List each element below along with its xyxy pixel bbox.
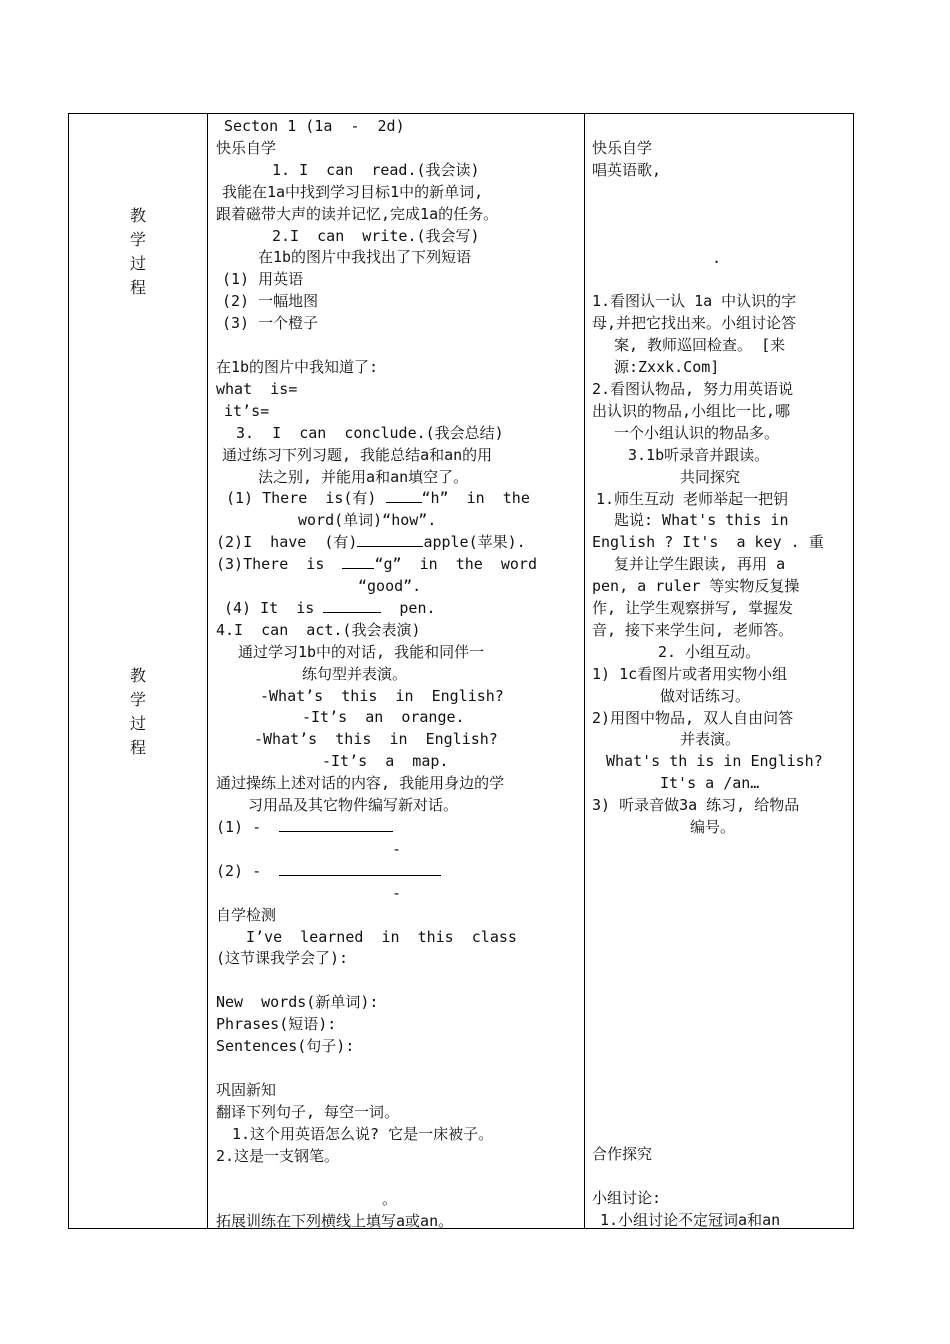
conclude-desc: 法之别, 并能用a和an填空了。 [258, 467, 469, 486]
step-text: What's th is in English? [606, 752, 823, 771]
self-study-heading: 快乐自学 [216, 138, 277, 157]
exercise-3-cont: “good”. [358, 577, 422, 596]
section-title: Secton 1 (1a - 2d) [224, 117, 405, 135]
act-desc: 练句型并表演。 [302, 664, 408, 683]
know-desc: 在1b的图片中我知道了: [216, 357, 379, 376]
column-divider-1 [207, 114, 208, 1228]
student-activities-column [216, 116, 581, 1233]
step-text: 匙说: What's this in [614, 511, 789, 530]
step-text: 1.小组讨论不定冠词a和an [600, 1210, 781, 1229]
self-check-heading: 自学检测 [216, 905, 277, 924]
teacher-activities-bottom [592, 1144, 847, 1232]
phrase-item: (1) 用英语 [222, 270, 304, 289]
step-text: 做对话练习。 [660, 686, 751, 705]
new-words-label: New words(新单词): [216, 993, 379, 1012]
left-label-top: 教 学 过 程 [129, 206, 146, 297]
translate-item: 2.这是一支钢笔。 [216, 1146, 340, 1165]
dialog-line: -What’s this in English? [254, 730, 498, 749]
coop-heading: 合作探究 [592, 1145, 653, 1163]
column-divider-2 [584, 114, 585, 1228]
fill-blank [279, 831, 393, 832]
dialog-line: -It’s an orange. [302, 708, 465, 727]
step-text: 源:Zxxk.Com] [614, 358, 720, 377]
read-desc: 我能在1a中找到学习目标1中的新单词, [222, 182, 484, 201]
discuss-heading: 小组讨论: [592, 1188, 662, 1207]
translate-desc: 翻译下列句子, 每空一词。 [216, 1102, 400, 1121]
step-text: 作, 让学生观察拼写, 掌握发 [592, 599, 794, 618]
step-text: 编号。 [690, 818, 736, 837]
conclude-heading: 3. I can conclude.(我会总结) [236, 423, 504, 442]
phrases-label: Phrases(短语): [216, 1015, 337, 1034]
period-mark: 。 [382, 1190, 398, 1209]
step-text: 2.看图认物品, 努力用英语说 [592, 379, 794, 398]
fill-blank [357, 546, 423, 547]
fill-blank [279, 875, 441, 876]
lesson-plan-table [68, 113, 854, 1229]
step-text: 复并让学生跟读, 再用 a [614, 555, 786, 574]
exercise-3: (3)There is “g” in the word [216, 555, 537, 574]
step-text: It's a /an… [660, 774, 760, 793]
exercise-2: (2)I have (有) apple(苹果). [216, 533, 526, 552]
act-desc: 通过学习1b中的对话, 我能和同伴一 [238, 642, 485, 661]
sentences-label: Sentences(句子): [216, 1037, 355, 1056]
sing-line: 唱英语歌, [592, 160, 662, 179]
write-desc: 在1b的图片中我找出了下列短语 [258, 248, 472, 267]
practice-desc: 习用品及其它物件编写新对话。 [248, 796, 459, 815]
step-text: 案, 教师巡回检查。 [来 [614, 336, 786, 355]
consolidate-heading: 巩固新知 [216, 1080, 277, 1099]
write-heading: 2.I can write.(我会写) [272, 226, 480, 245]
dialog-line: -It’s a map. [322, 752, 449, 771]
what-is-line: what is= [216, 379, 298, 398]
step-text: 1.看图认一认 1a 中认识的字 [592, 292, 797, 311]
step-text: 2)用图中物品, 双人自由问答 [592, 708, 794, 727]
act-heading: 4.I can act.(我会表演) [216, 620, 421, 639]
phrase-item: (3) 一个橙子 [222, 314, 319, 333]
new-dialog-2: (2) - [216, 861, 581, 883]
step-text: 音, 接下来学生问, 老师答。 [592, 620, 794, 639]
its-line: it’s= [224, 401, 270, 420]
translate-item: 1.这个用英语怎么说? 它是一床被子。 [232, 1124, 494, 1143]
left-label-bottom: 教 学 过 程 [129, 666, 146, 757]
step-text: 1.师生互动 老师举起一把钥 [596, 489, 789, 508]
learned-cn: (这节课我学会了): [216, 949, 349, 968]
teacher-activities-column [592, 138, 847, 839]
group-heading: 2. 小组互动。 [658, 642, 761, 661]
step-text: 一个小组认识的物品多。 [614, 423, 780, 442]
extend-desc: 拓展训练在下列横线上填写a或an。 [216, 1212, 454, 1231]
self-study-heading: 快乐自学 [592, 139, 653, 157]
step-text: 出认识的物品,小组比一比,哪 [592, 401, 791, 420]
step-text: 3) 听录音做3a 练习, 给物品 [592, 796, 800, 815]
step-text: 母,并把它找出来。小组讨论答 [592, 314, 797, 333]
step-text: 3.1b听录音并跟读。 [628, 445, 770, 464]
exercise-1-cont: word(单词)“how”. [298, 511, 437, 530]
step-text: pen, a ruler 等实物反复操 [592, 577, 800, 596]
practice-desc: 通过操练上述对话的内容, 我能用身边的学 [216, 774, 505, 793]
step-text: 1) 1c看图片或者用实物小组 [592, 664, 788, 683]
fill-blank [342, 568, 374, 569]
new-dialog-1: (1) - [216, 817, 581, 839]
fill-blank [386, 502, 422, 503]
fill-blank [323, 612, 381, 613]
step-text: English ? It's a key . 重 [592, 533, 824, 552]
learned-line: I’ve learned in this class [246, 927, 517, 946]
conclude-desc: 通过练习下列习题, 我能总结a和an的用 [222, 445, 493, 464]
exercise-4: (4) It is pen. [224, 598, 436, 617]
dash-line: - [392, 839, 402, 858]
exercise-1: (1) There is(有) “h” in the [226, 489, 530, 508]
read-heading: 1. I can read.(我会读) [272, 160, 480, 179]
dialog-line: -What’s this in English? [260, 686, 504, 705]
dash-line: - [392, 883, 402, 902]
dot-mark: . [712, 248, 722, 267]
phrase-item: (2) 一幅地图 [222, 292, 319, 311]
read-desc: 跟着磁带大声的读并记忆,完成1a的任务。 [216, 204, 499, 223]
explore-heading: 共同探究 [680, 467, 741, 486]
step-text: 并表演。 [680, 730, 741, 749]
